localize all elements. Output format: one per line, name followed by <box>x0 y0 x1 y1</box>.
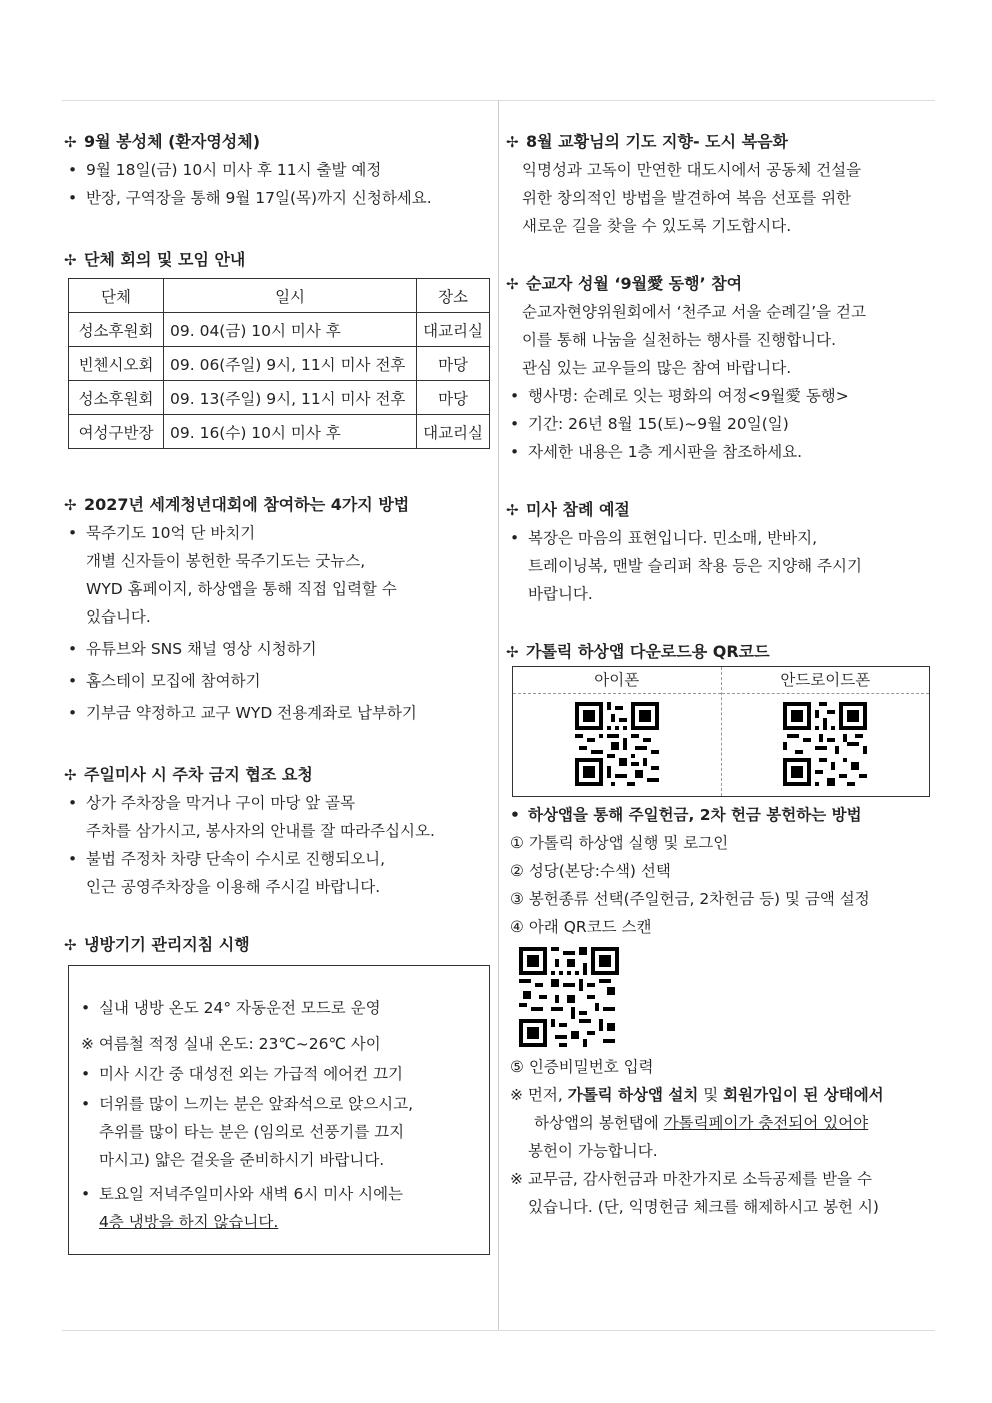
section-aircon <box>64 931 494 1255</box>
bottom-rule <box>62 1330 935 1331</box>
list-detail: 4층 냉방을 하지 않습니다. <box>99 1213 279 1231</box>
cross-icon: ✢ <box>64 496 77 514</box>
step: ④ 아래 QR코드 스캔 <box>510 918 652 936</box>
cross-icon: ✢ <box>64 251 77 269</box>
list-detail: 있습니다. <box>86 608 151 626</box>
header-cell: 일시 <box>164 279 417 313</box>
section-pope-intention <box>506 128 934 240</box>
list-item: • 복장은 마음의 표현입니다. 민소매, 반바지, <box>510 529 818 547</box>
list-item: • 상가 주차장을 막거나 구이 마당 앞 골목 <box>68 794 356 812</box>
list-item: • 기간: 26년 8월 15(토)~9월 20일(일) <box>510 415 789 433</box>
table-row: 성소후원회 09. 04(금) 10시 미사 후 대교리실 <box>69 313 490 347</box>
qr-table <box>512 666 930 797</box>
section-title: ✢ 주일미사 시 주차 금지 협조 요청 <box>64 761 494 789</box>
list-detail: WYD 홈페이지, 하상앱을 통해 직접 입력할 수 <box>86 580 397 598</box>
list-item: • 묵주기도 10억 단 바치기 <box>68 524 256 542</box>
section-title: ✢ 가톨릭 하상앱 다운로드용 QR코드 <box>506 638 934 666</box>
cross-icon: ✢ <box>64 133 77 151</box>
step: ⑤ 인증비밀번호 입력 <box>510 1058 654 1076</box>
note-cont: 봉헌이 가능합니다. <box>528 1142 658 1160</box>
list-detail: 추위를 많이 타는 분은 (임의로 선풍기를 끄지 <box>99 1123 405 1141</box>
list-item: • 토요일 저녁주일미사와 새벽 6시 미사 시에는 <box>81 1185 404 1203</box>
list-detail: 인근 공영주차장을 이용해 주시길 바랍니다. <box>86 878 381 896</box>
list-item: • 자세한 내용은 1층 게시판을 참조하세요. <box>510 443 803 461</box>
donation-qr-code-icon[interactable] <box>514 947 624 1047</box>
paragraph-line: 위한 창의적인 방법을 발견하여 복음 선포를 위한 <box>522 189 852 207</box>
table-row: 빈첸시오회 09. 06(주일) 9시, 11시 미사 전후 마당 <box>69 347 490 381</box>
list-detail: 마시고) 얇은 겉옷을 준비하시기 바랍니다. <box>99 1151 385 1169</box>
section-title: ✢ 미사 참례 예절 <box>506 496 934 524</box>
list-item: • 기부금 약정하고 교구 WYD 전용계좌로 납부하기 <box>68 704 417 722</box>
paragraph-line: 새로운 길을 찾을 수 있도록 기도합시다. <box>522 217 792 235</box>
section-title: ✢ 순교자 성월 ‘9월愛 동행’ 참여 <box>506 270 934 298</box>
list-item: • 유튜브와 SNS 채널 영상 시청하기 <box>68 640 317 658</box>
section-martyrs-month <box>506 270 934 466</box>
list-detail: 개별 신자들이 봉헌한 묵주기도는 굿뉴스, <box>86 552 366 570</box>
list-detail: 트레이닝복, 맨발 슬리퍼 착용 등은 지양해 주시기 <box>528 557 862 575</box>
paragraph-line: 순교자현양위원회에서 ‘천주교 서울 순례길’을 걷고 <box>522 303 866 321</box>
list-detail: 주차를 삼가시고, 봉사자의 안내를 잘 따라주십시오. <box>86 822 435 840</box>
list-detail: 바랍니다. <box>528 585 593 603</box>
cross-icon: ✢ <box>64 766 77 784</box>
note-cont: 있습니다. (단, 익명헌금 체크를 해제하시고 봉헌 시) <box>528 1198 879 1216</box>
table-row: 여성구반장 09. 16(수) 10시 미사 후 대교리실 <box>69 415 490 449</box>
list-item: • 행사명: 순례로 잇는 평화의 여정<9월愛 동행> <box>510 387 849 405</box>
paragraph-line: 익명성과 고독이 만연한 대도시에서 공동체 건설을 <box>522 161 862 179</box>
table-row: 성소후원회 09. 13(주일) 9시, 11시 미사 전후 마당 <box>69 381 490 415</box>
header-cell: 장소 <box>417 279 490 313</box>
qr-cell-android <box>721 667 930 796</box>
list-item: • 반장, 구역장을 통해 9월 17일(목)까지 신청하세요. <box>68 189 432 207</box>
section-parking <box>64 761 494 901</box>
table-header-row <box>69 279 490 313</box>
list-item: • 9월 18일(금) 10시 미사 후 11시 출발 예정 <box>68 161 382 179</box>
qr-cell-iphone <box>513 667 721 796</box>
section-title: ✢ 2027년 세계청년대회에 참여하는 4가지 방법 <box>64 491 494 519</box>
section-title: ✢ 8월 교황님의 기도 지향- 도시 복음화 <box>506 128 934 156</box>
section-wyd <box>64 491 494 727</box>
right-column <box>506 128 934 1241</box>
qr-label-iphone: 아이폰 <box>513 667 721 694</box>
section-meetings <box>64 246 494 449</box>
section-mass-etiquette <box>506 496 934 608</box>
note-cont: 하상앱의 봉헌탭에 가톨릭페이가 충전되어 있어야 <box>534 1114 869 1132</box>
qr-label-android: 안드로이드폰 <box>722 667 930 694</box>
paragraph-line: 관심 있는 교우들의 많은 참여 바랍니다. <box>522 359 792 377</box>
section-title: ✢ 단체 회의 및 모임 안내 <box>64 246 494 274</box>
section-qr-download <box>506 638 934 797</box>
qr-code-icon[interactable] <box>575 702 659 786</box>
list-item: • 미사 시간 중 대성전 외는 가급적 에어컨 끄기 <box>81 1065 404 1083</box>
aircon-box <box>68 965 490 1255</box>
cross-icon: ✢ <box>506 501 519 519</box>
section-subtitle: • 하상앱을 통해 주일헌금, 2차 헌금 봉헌하는 방법 <box>510 806 862 824</box>
section-sick-communion <box>64 128 494 212</box>
left-column <box>64 128 494 1275</box>
note: ※ 교무금, 감사헌금과 마찬가지로 소득공제를 받을 수 <box>510 1170 872 1188</box>
column-divider <box>498 100 499 1330</box>
cross-icon: ✢ <box>64 936 77 954</box>
cross-icon: ✢ <box>506 275 519 293</box>
list-item: • 홈스테이 모집에 참여하기 <box>68 672 261 690</box>
section-title: ✢ 9월 봉성체 (환자영성체) <box>64 128 494 156</box>
header-cell: 단체 <box>69 279 164 313</box>
section-title: ✢ 냉방기기 관리지침 시행 <box>64 931 494 959</box>
section-donation-method <box>506 801 934 1221</box>
list-item: • 불법 주정차 차량 단속이 수시로 진행되오니, <box>68 850 386 868</box>
cross-icon: ✢ <box>506 133 519 151</box>
step: ① 가톨릭 하상앱 실행 및 로그인 <box>510 834 729 852</box>
list-item: • 더위를 많이 느끼는 분은 앞좌석으로 앉으시고, <box>81 1095 414 1113</box>
note: ※ 먼저, 가톨릭 하상앱 설치 및 회원가입이 된 상태에서 <box>510 1086 884 1104</box>
meeting-table <box>68 278 490 449</box>
note: ※ 여름철 적정 실내 온도: 23℃~26℃ 사이 <box>81 1035 381 1053</box>
step: ③ 봉헌종류 선택(주일헌금, 2차헌금 등) 및 금액 설정 <box>510 890 870 908</box>
step: ② 성당(본당:수색) 선택 <box>510 862 671 880</box>
qr-code-icon[interactable] <box>783 702 867 786</box>
list-item: • 실내 냉방 온도 24° 자동운전 모드로 운영 <box>81 999 381 1017</box>
paragraph-line: 이를 통해 나눔을 실천하는 행사를 진행합니다. <box>522 331 837 349</box>
cross-icon: ✢ <box>506 643 519 661</box>
